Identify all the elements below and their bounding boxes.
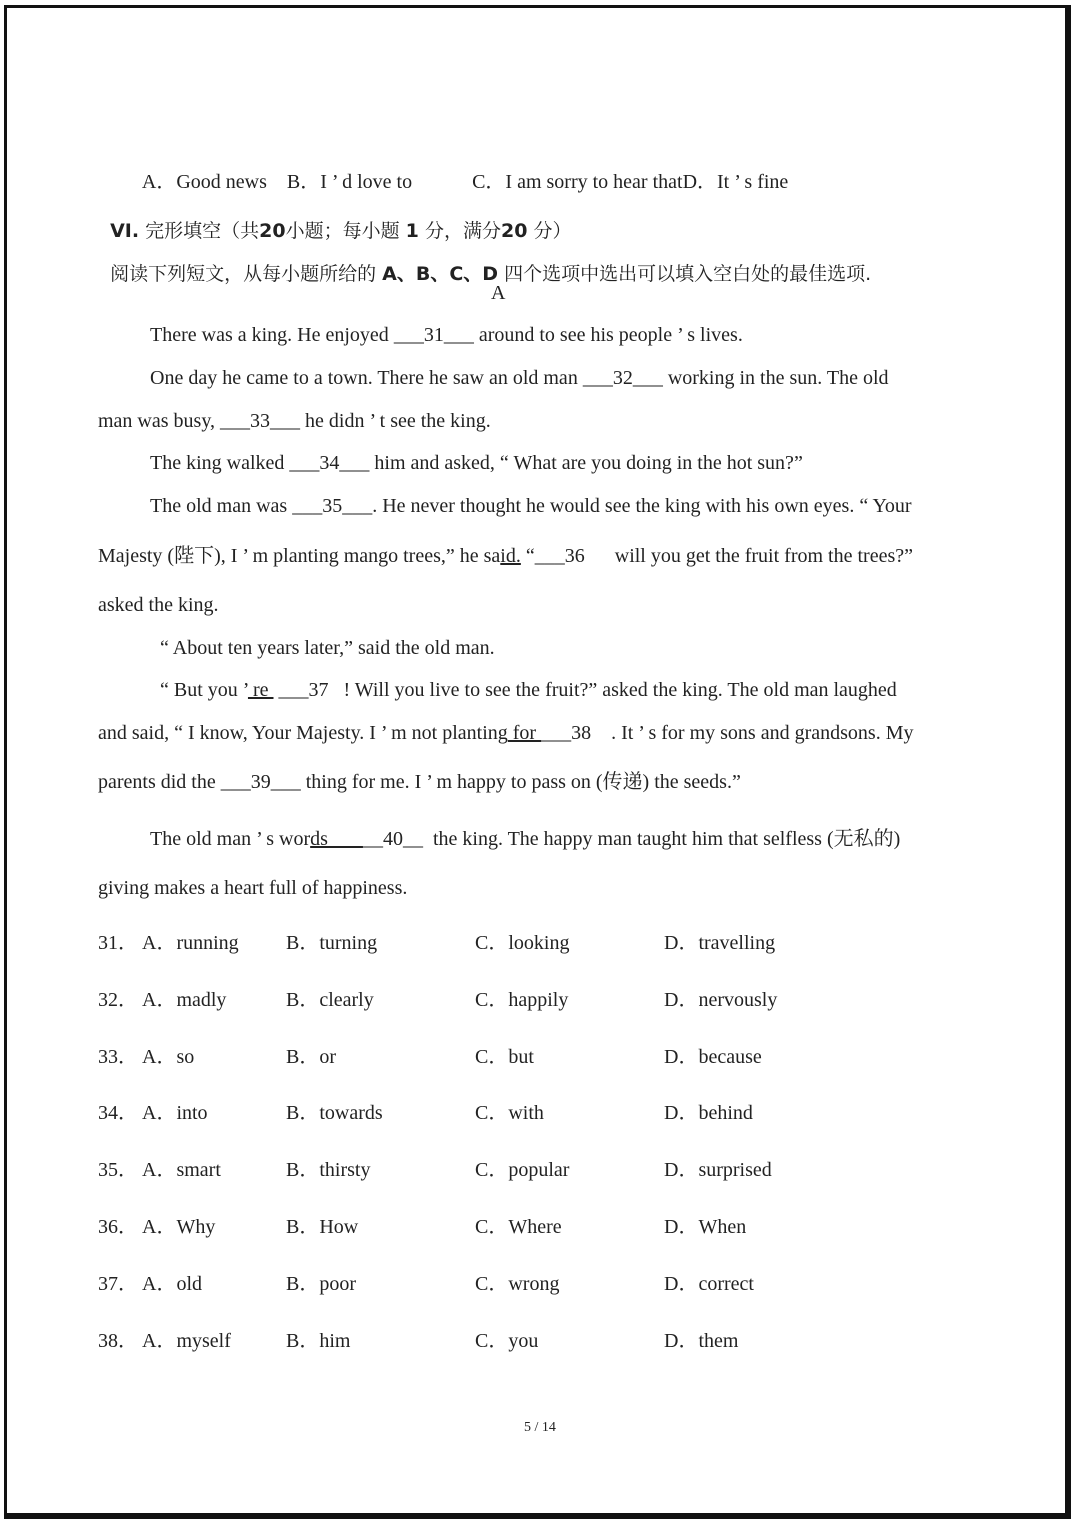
- question-row: [0, 1153, 1080, 1181]
- prev-option-c[interactable]: C．I am sorry to hear that: [472, 171, 683, 193]
- prev-option-b[interactable]: B．I ’ d love to: [286, 171, 413, 193]
- prev-option-d[interactable]: D．It ’ s fine: [682, 171, 789, 193]
- question-number: 36．: [98, 1216, 138, 1238]
- passage-line-12: The old man ’ s words___ __40__ the king. The happy man taught him that selfless (无私的): [150, 828, 901, 850]
- passage-line-7: asked the king.: [98, 594, 219, 616]
- option-b[interactable]: B．poor: [286, 1272, 356, 1295]
- passage-line-1: There was a king. He enjoyed ___31___ around to see his people ’ s lives.: [150, 324, 743, 346]
- passage-line-2: One day he came to a town. There he saw an old man ___32___ working in the sun. The old: [150, 367, 889, 389]
- question-number: 33．: [98, 1045, 138, 1068]
- option-d[interactable]: D．correct: [664, 1272, 754, 1295]
- blank-37[interactable]: ___37: [278, 679, 329, 701]
- option-b[interactable]: B．or: [286, 1045, 336, 1068]
- page-number: 5 / 14: [524, 1420, 556, 1435]
- question-number: 38．: [98, 1329, 138, 1352]
- option-a[interactable]: A．so: [142, 1045, 195, 1068]
- option-d[interactable]: D．When: [664, 1216, 747, 1238]
- option-b[interactable]: B．towards: [286, 1102, 383, 1125]
- option-d[interactable]: D．surprised: [664, 1159, 772, 1182]
- question-row: [0, 1040, 1080, 1068]
- passage-line-9: “ But you ’ re ___37 ! Will you live to see the fruit?” asked the king. The old man laughed: [160, 679, 897, 701]
- passage-line-6: Majesty (陛下), I ’ m planting mango trees,” he said. “___36 will you get the fruit from the trees?”: [98, 545, 913, 567]
- question-row: [0, 1267, 1080, 1295]
- question-row: [0, 926, 1080, 954]
- option-a[interactable]: A．running: [142, 932, 239, 954]
- option-b[interactable]: B．turning: [286, 932, 378, 954]
- option-a[interactable]: A．Why: [142, 1216, 216, 1238]
- blank-32[interactable]: ___32___: [582, 367, 663, 389]
- option-b[interactable]: B．him: [286, 1329, 351, 1352]
- option-a[interactable]: A．madly: [142, 988, 227, 1011]
- section-heading: VI. 完形填空（共20小题；每小题 1 分，满分20 分）: [110, 220, 572, 242]
- question-number: 37．: [98, 1272, 138, 1295]
- option-d[interactable]: D．nervously: [664, 988, 778, 1011]
- option-a[interactable]: A．smart: [142, 1159, 221, 1182]
- option-b[interactable]: B．thirsty: [286, 1159, 371, 1182]
- blank-36[interactable]: ___36: [534, 545, 585, 567]
- option-d[interactable]: D．them: [664, 1329, 739, 1352]
- option-c[interactable]: C．popular: [475, 1159, 570, 1182]
- option-c[interactable]: C．but: [475, 1045, 534, 1068]
- blank-34[interactable]: ___34___: [289, 452, 370, 474]
- question-row: [0, 1324, 1080, 1352]
- option-c[interactable]: C．Where: [475, 1216, 562, 1238]
- passage-line-5: The old man was ___35___. He never thought he would see the king with his own eyes. “ Your: [150, 495, 912, 517]
- prev-option-a[interactable]: A．Good news: [141, 171, 267, 193]
- option-a[interactable]: A．myself: [142, 1329, 231, 1352]
- passage-line-4: The king walked ___34___ him and asked, “ What are you doing in the hot sun?”: [150, 452, 803, 474]
- option-b[interactable]: B．clearly: [286, 988, 374, 1011]
- option-c[interactable]: C．you: [475, 1329, 539, 1352]
- option-c[interactable]: C．with: [475, 1102, 544, 1125]
- blank-35[interactable]: ___35___: [292, 495, 373, 517]
- question-row: [0, 983, 1080, 1011]
- passage-line-11: parents did the ___39___ thing for me. I ’ m happy to pass on (传递) the seeds.”: [98, 771, 741, 793]
- question-row: [0, 1096, 1080, 1124]
- passage-label: A: [491, 282, 506, 304]
- blank-31[interactable]: ___31___: [393, 324, 474, 346]
- blank-39[interactable]: ___39___: [220, 771, 301, 793]
- option-b[interactable]: B．How: [286, 1216, 359, 1238]
- question-number: 31．: [98, 932, 138, 954]
- option-a[interactable]: A．old: [142, 1272, 202, 1295]
- prev-question-options: [133, 146, 788, 194]
- passage-line-10: and said, “ I know, Your Majesty. I ’ m not planting for ___38 . It ’ s for my sons and grandsons. My: [98, 722, 914, 744]
- option-c[interactable]: C．looking: [475, 932, 570, 954]
- section-instructions: 阅读下列短文，从每小题所给的 A、B、C、D 四个选项中选出可以填入空白处的最佳选项.: [110, 263, 872, 285]
- passage-line-13: giving makes a heart full of happiness.: [98, 877, 408, 899]
- option-d[interactable]: D．travelling: [664, 932, 776, 954]
- section-number: VI.: [110, 220, 140, 242]
- passage-line-8: “ About ten years later,” said the old man.: [160, 637, 495, 659]
- question-number: 32．: [98, 988, 138, 1011]
- passage-line-3: man was busy, ___33___ he didn ’ t see the king.: [98, 410, 491, 432]
- blank-33[interactable]: ___33___: [220, 410, 301, 432]
- blank-40[interactable]: __40__: [362, 828, 423, 850]
- option-c[interactable]: C．wrong: [475, 1272, 560, 1295]
- option-d[interactable]: D．because: [664, 1045, 762, 1068]
- blank-38[interactable]: ___38: [541, 722, 592, 744]
- question-row: [0, 1210, 1080, 1238]
- question-number: 35．: [98, 1159, 138, 1182]
- option-d[interactable]: D．behind: [664, 1102, 753, 1125]
- option-c[interactable]: C．happily: [475, 988, 569, 1011]
- question-number: 34．: [98, 1102, 138, 1125]
- option-a[interactable]: A．into: [142, 1102, 208, 1125]
